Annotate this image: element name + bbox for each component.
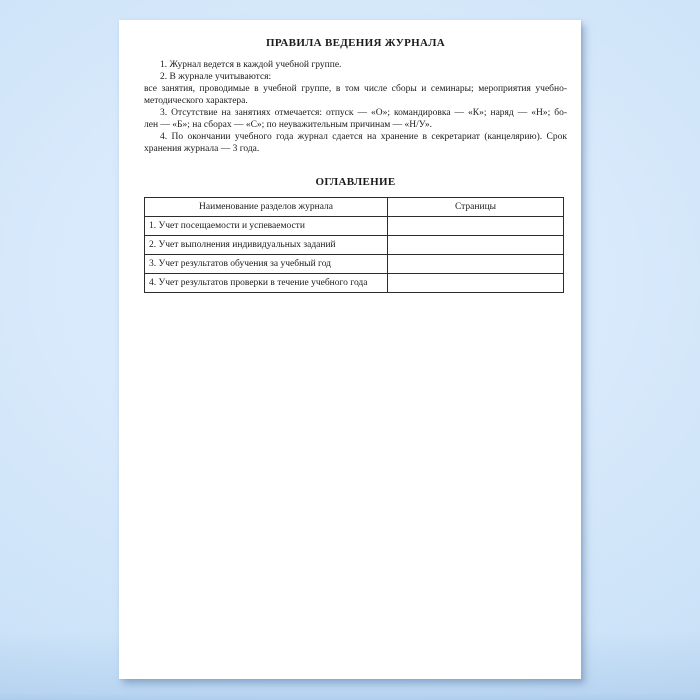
section-name-cell: 3. Учет результатов обучения за учебный год [145,255,388,274]
table-row [145,274,564,293]
rules-section [144,59,567,155]
rules-line: хранения журнала — 3 года. [144,144,260,155]
rules-line: все занятия, проводимые в учебной группе, в том числе сборы и семинары; мероприятия учебно- [144,84,567,95]
rules-line: лен — «Б»; на сборах — «С»; по неуважительным причинам — «Н/У». [144,120,433,131]
document-title: ПРАВИЛА ВЕДЕНИЯ ЖУРНАЛА [265,37,446,49]
pages-cell [388,255,564,274]
rules-line: 2. В журнале учитываются: [160,72,272,83]
toc-header-pages: Страницы [388,198,564,217]
document-page [119,20,581,679]
toc-header-name: Наименование разделов журнала [145,198,388,217]
rules-line: 4. По окончании учебного года журнал сдается на хранение в секретариат (канцелярию). Срок [160,132,567,143]
pages-cell [388,217,564,236]
pages-cell [388,274,564,293]
table-row [145,255,564,274]
rules-line: 1. Журнал ведется в каждой учебной группе. [160,60,342,70]
rules-line: 3. Отсутствие на занятиях отмечается: отпуск — «О»; командировка — «К»; наряд — «Н»; бо- [160,108,567,119]
table-row [145,236,564,255]
section-name-cell: 2. Учет выполнения индивидуальных заданий [145,236,388,255]
pages-cell [388,236,564,255]
toc-heading: ОГЛАВЛЕНИЕ [315,176,396,189]
table-row [145,217,564,236]
section-name-cell: 1. Учет посещаемости и успеваемости [145,217,388,236]
toc-table [144,197,564,293]
rules-line: методического характера. [144,96,248,107]
table-header-row [145,198,564,217]
section-name-cell: 4. Учет результатов проверки в течение учебного года [145,274,388,293]
